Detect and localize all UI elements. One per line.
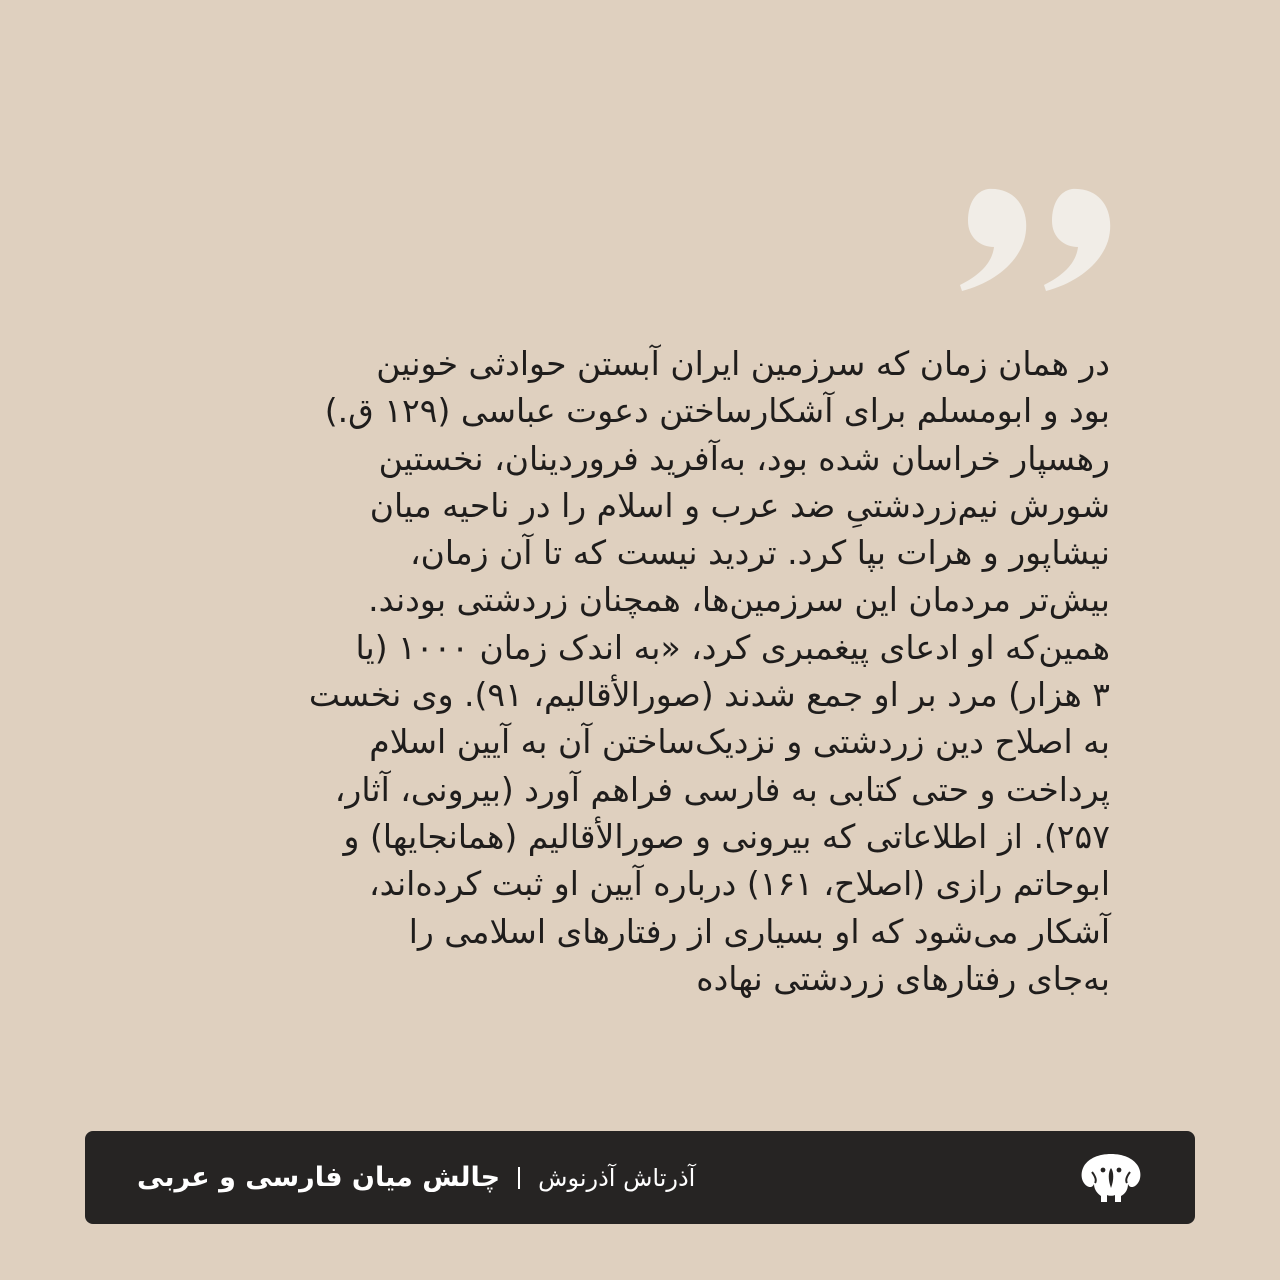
quote-line: ۳ هزار) مرد بر او جمع شدند (صورالأقالیم، ۹۱). وی نخست [308,675,1110,715]
quote-line: شورش نیم‌زردشتیِ ضد عرب و اسلام را در ناحیه میان [369,485,1110,525]
author-name: آذرتاش آذرنوش [538,1163,696,1192]
quote-line: نیشاپور و هرات بپا کرد. تردید نیست که تا آن زمان، [410,533,1110,573]
footer-separator [518,1167,520,1189]
quote-line: ابوحاتم رازی (اصلاح، ۱۶۱) درباره آیین او ثبت کرده‌اند، [369,864,1110,904]
quote-line: در همان زمان که سرزمین ایران آبستن حوادثی خونین [376,344,1110,383]
book-title: چالش میان فارسی و عربی [137,1162,501,1193]
quote-line: بود و ابومسلم برای آشکارساختن دعوت عباسی (۱۲۹ ق.) [324,391,1110,431]
footer-text [137,1162,695,1193]
closing-quote-icon [960,185,1120,295]
quote-line: بیش‌تر مردمان این سرزمین‌ها، همچنان زردشتی بودند. [368,580,1110,620]
quote-line: پرداخت و حتی کتابی به فارسی فراهم آورد (بیرونی، آثار، [334,769,1110,809]
quote-line: ۲۵۷). از اطلاعاتی که بیرونی و صورالأقالیم (همانجایها) و [343,816,1110,856]
quote-line: همین‌که او ادعای پیغمبری کرد، «به اندک زمان ۱۰۰۰ (یا [355,627,1110,667]
footer-bar [85,1131,1195,1224]
quote-line: به اصلاح دین زردشتی و نزدیک‌ساختن آن به آیین اسلام [369,722,1110,762]
quote-line: به‌جای رفتارهای زردشتی نهاده [696,958,1110,998]
elephant-logo-icon [1079,1150,1143,1206]
quote-text [165,340,1110,1002]
quote-line: آشکار می‌شود که او بسیاری از رفتارهای اسلامی را [408,911,1110,951]
quote-line: رهسپار خراسان شده بود، به‌آفرید فروردینان، نخستین [378,438,1110,478]
